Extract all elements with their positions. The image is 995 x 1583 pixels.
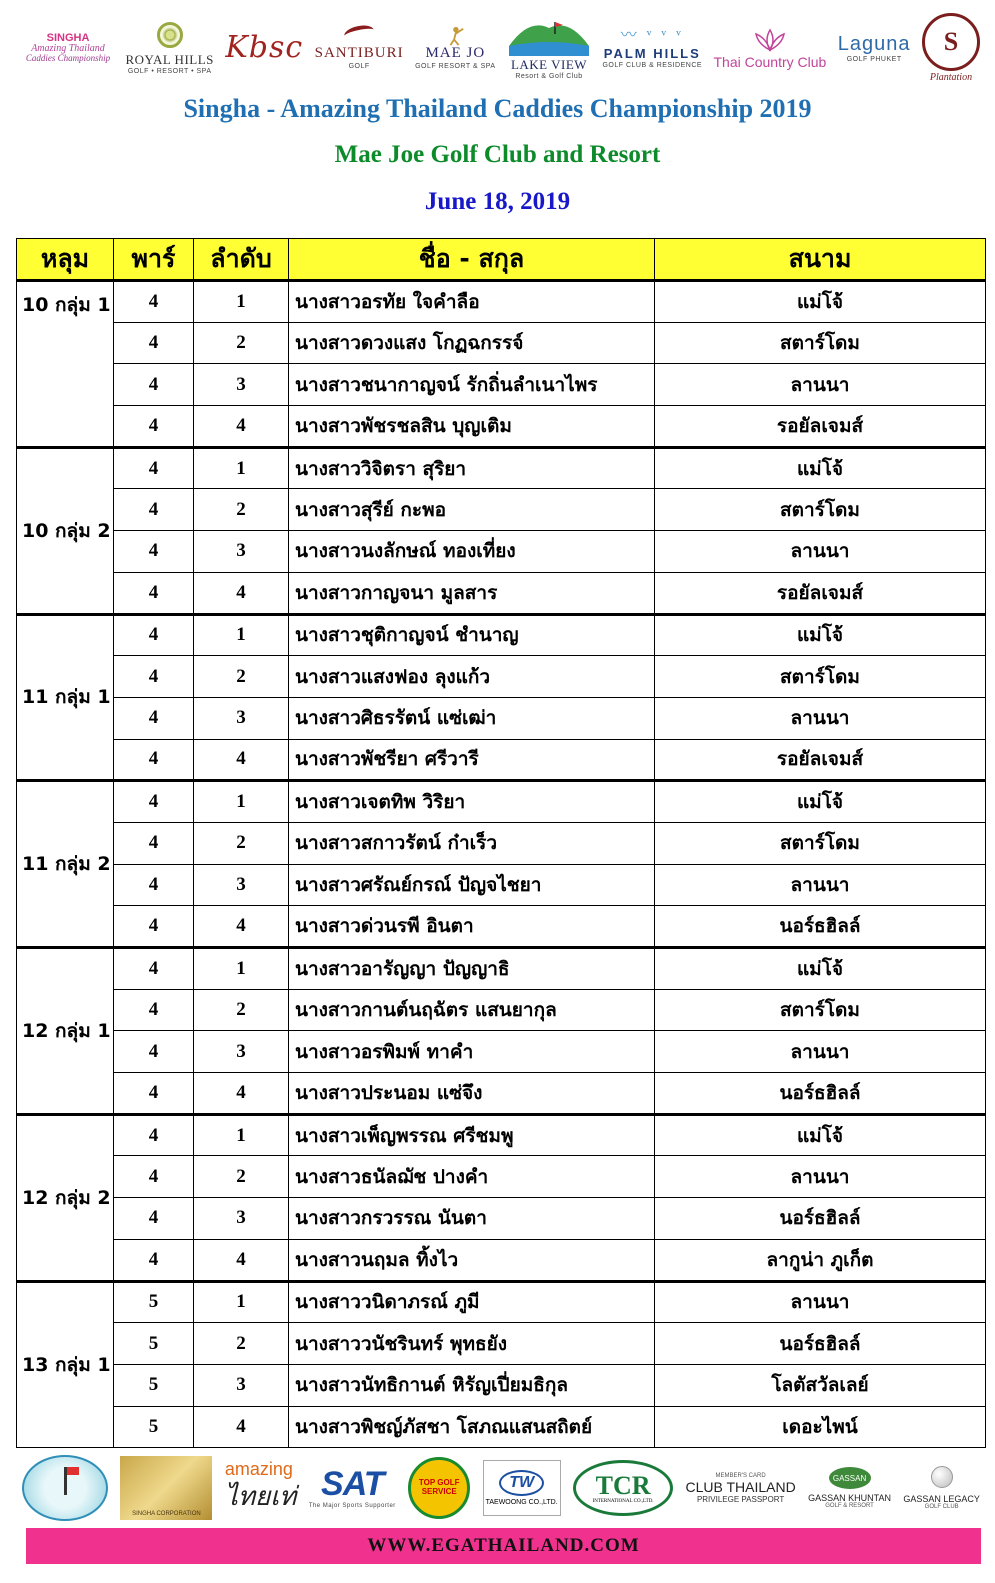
- course-cell: แม่โจ้: [655, 1114, 986, 1156]
- table-row: [17, 1198, 986, 1240]
- header-hole: หลุม: [17, 239, 114, 281]
- header-name: ชื่อ - สกุล: [289, 239, 655, 281]
- order-cell: 4: [194, 1239, 289, 1281]
- mae-jo-name: MAE JO: [425, 45, 486, 61]
- table-row: [17, 948, 986, 990]
- course-cell: รอยัลเจมส์: [655, 572, 986, 614]
- order-cell: 4: [194, 572, 289, 614]
- course-cell: นอร์ธฮิลล์: [655, 1073, 986, 1115]
- order-cell: 2: [194, 1156, 289, 1198]
- order-cell: 1: [194, 1114, 289, 1156]
- course-cell: เดอะไพน์: [655, 1406, 986, 1448]
- siam-seal-icon: [922, 13, 980, 71]
- club-thailand-card-text: MEMBER'S CARD: [715, 1472, 766, 1479]
- event-date: June 18, 2019: [424, 188, 571, 215]
- hole-group-cell: 12 กลุ่ม 2: [17, 1114, 114, 1281]
- singha-championship-logo: [22, 13, 114, 83]
- table-row: [17, 1406, 986, 1448]
- order-cell: 3: [194, 864, 289, 906]
- player-name-cell: นางสาวเพ็ญพรรณ ศรีชมพู: [289, 1114, 655, 1156]
- player-name-cell: นางสาวนงลักษณ์ ทองเที่ยง: [289, 531, 655, 573]
- order-cell: 3: [194, 1364, 289, 1406]
- laguna-logo: [838, 34, 911, 63]
- par-cell: 5: [114, 1406, 194, 1448]
- amazing-thai-text: ไทยเท่: [224, 1482, 297, 1512]
- santiburi-sub: GOLF: [348, 63, 370, 70]
- table-row: [17, 697, 986, 739]
- gassan-khuntan-name: GASSAN KHUNTAN: [808, 1493, 891, 1503]
- table-row: [17, 572, 986, 614]
- course-cell: ลานนา: [655, 1281, 986, 1323]
- course-cell: รอยัลเจมส์: [655, 739, 986, 781]
- course-cell: ลานนา: [655, 1156, 986, 1198]
- par-cell: 4: [114, 656, 194, 698]
- par-cell: 4: [114, 489, 194, 531]
- hole-group-cell: 13 กลุ่ม 1: [17, 1281, 114, 1448]
- course-cell: สตาร์โดม: [655, 322, 986, 364]
- thai-country-club-logo: [714, 28, 827, 69]
- par-cell: 5: [114, 1323, 194, 1365]
- par-cell: 4: [114, 697, 194, 739]
- palm-hills-logo: [602, 28, 702, 69]
- taewoong-mark: TW: [499, 1470, 544, 1496]
- par-cell: 4: [114, 406, 194, 448]
- table-body: [17, 281, 986, 1448]
- course-cell: นอร์ธฮิลล์: [655, 906, 986, 948]
- royal-hills-name: ROYAL HILLS: [125, 51, 214, 67]
- order-cell: 1: [194, 447, 289, 489]
- table-row: [17, 489, 986, 531]
- par-cell: 4: [114, 364, 194, 406]
- top-golf-service-logo: [408, 1457, 470, 1519]
- hole-group-cell: 11 กลุ่ม 1: [17, 614, 114, 781]
- player-name-cell: นางสาวอารัญญา ปัญญาธิ: [289, 948, 655, 990]
- par-cell: 5: [114, 1364, 194, 1406]
- singha-logo-tagline: Caddies Championship: [25, 53, 111, 63]
- siam-plantation-name: Plantation: [929, 72, 973, 83]
- club-thailand-sub: PRIVILEGE PASSPORT: [696, 1494, 785, 1504]
- siam-country-club-logo: [922, 13, 980, 83]
- course-cell: ลากูน่า ภูเก็ต: [655, 1239, 986, 1281]
- course-cell: นอร์ธฮิลล์: [655, 1198, 986, 1240]
- player-name-cell: นางสาวชนากาญจน์ รักถิ่นลำเนาไพร: [289, 364, 655, 406]
- footer-url-bar: [26, 1528, 981, 1564]
- mountain-lake-icon: [509, 16, 589, 56]
- course-cell: ลานนา: [655, 531, 986, 573]
- table-row: [17, 1073, 986, 1115]
- amazing-thailand-logo: [225, 1459, 296, 1517]
- page-title: Singha - Amazing Thailand Caddies Championship 2019: [183, 94, 812, 123]
- par-cell: 4: [114, 572, 194, 614]
- order-cell: 3: [194, 697, 289, 739]
- order-cell: 3: [194, 531, 289, 573]
- player-name-cell: นางสาวศรัณย์กรณ์ ปัญจไชยา: [289, 864, 655, 906]
- taewoong-logo: [483, 1460, 561, 1516]
- par-cell: 4: [114, 1114, 194, 1156]
- top-golf-service-text: SERVICE: [421, 1487, 457, 1496]
- laguna-name: Laguna: [837, 32, 911, 55]
- table-row: [17, 1323, 986, 1365]
- order-cell: 2: [194, 656, 289, 698]
- player-name-cell: นางสาวกานต์นฤฉัตร แสนยากุล: [289, 989, 655, 1031]
- par-cell: 4: [114, 1073, 194, 1115]
- course-cell: ลานนา: [655, 864, 986, 906]
- kbsc-name: Kbsc: [225, 30, 304, 65]
- order-cell: 3: [194, 1198, 289, 1240]
- hole-group-cell: 12 กลุ่ม 1: [17, 948, 114, 1115]
- player-name-cell: นางสาวประนอม แซ่จึง: [289, 1073, 655, 1115]
- order-cell: 2: [194, 489, 289, 531]
- player-name-cell: นางสาวพัชรียา ศรีวารี: [289, 739, 655, 781]
- gassan-badge-text: GASSAN: [832, 1473, 867, 1483]
- player-name-cell: นางสาวกรวรรณ นันตา: [289, 1198, 655, 1240]
- club-thailand-logo: [685, 1473, 795, 1504]
- table-row: [17, 364, 986, 406]
- course-cell: รอยัลเจมส์: [655, 406, 986, 448]
- footer-sponsor-logos: [22, 1453, 980, 1523]
- player-name-cell: นางสาวอรพิมพ์ ทาคำ: [289, 1031, 655, 1073]
- par-cell: 4: [114, 822, 194, 864]
- lake-view-sub: Resort & Golf Club: [515, 73, 583, 80]
- amazing-text: amazing: [224, 1459, 293, 1479]
- par-cell: 4: [114, 1031, 194, 1073]
- order-cell: 3: [194, 1031, 289, 1073]
- club-thailand-name: CLUB THAILAND: [685, 1478, 796, 1495]
- par-cell: 4: [114, 906, 194, 948]
- player-name-cell: นางสาวเจตทิพ วิริยา: [289, 781, 655, 823]
- player-name-cell: นางสาววิจิตรา สุริยา: [289, 447, 655, 489]
- table-row: [17, 1364, 986, 1406]
- order-cell: 4: [194, 906, 289, 948]
- course-cell: โลตัสวัลเลย์: [655, 1364, 986, 1406]
- course-cell: แม่โจ้: [655, 281, 986, 323]
- lake-view-logo: [507, 16, 591, 80]
- course-cell: สตาร์โดม: [655, 656, 986, 698]
- par-cell: 4: [114, 281, 194, 323]
- player-name-cell: นางสาวดวงแสง โกฏฉกรรจ์: [289, 322, 655, 364]
- table-row: [17, 1156, 986, 1198]
- gassan-badge-icon: [829, 1467, 871, 1489]
- top-golf-text: TOP GOLF: [418, 1478, 460, 1488]
- order-cell: 3: [194, 364, 289, 406]
- header-sponsor-logos: [22, 6, 980, 90]
- par-cell: 4: [114, 447, 194, 489]
- kbsc-logo: [225, 30, 304, 65]
- sat-logo: [309, 1467, 396, 1509]
- order-cell: 4: [194, 739, 289, 781]
- footer-url[interactable]: WWW.EGATHAILAND.COM: [367, 1535, 640, 1556]
- lake-view-name: LAKE VIEW: [510, 57, 588, 72]
- par-cell: 4: [114, 1239, 194, 1281]
- course-cell: ลานนา: [655, 364, 986, 406]
- order-cell: 1: [194, 948, 289, 990]
- course-cell: สตาร์โดม: [655, 989, 986, 1031]
- table-row: [17, 739, 986, 781]
- order-cell: 2: [194, 822, 289, 864]
- table-row: [17, 281, 986, 323]
- course-cell: ลานนา: [655, 1031, 986, 1073]
- lotus-icon: [750, 28, 790, 52]
- par-cell: 4: [114, 614, 194, 656]
- table-row: [17, 656, 986, 698]
- table-row: [17, 1239, 986, 1281]
- mae-jo-logo: [415, 26, 495, 70]
- course-cell: ลานนา: [655, 697, 986, 739]
- sat-tagline: The Major Sports Supporter: [308, 1503, 396, 1509]
- santiburi-name: SANTIBURI: [314, 45, 404, 61]
- order-cell: 1: [194, 281, 289, 323]
- par-cell: 4: [114, 322, 194, 364]
- santiburi-logo: [315, 26, 404, 70]
- royal-hills-logo: [125, 22, 213, 75]
- course-cell: แม่โจ้: [655, 781, 986, 823]
- thai-country-club-name: Thai Country Club: [713, 53, 827, 70]
- course-cell: นอร์ธฮิลล์: [655, 1323, 986, 1365]
- table-row: [17, 989, 986, 1031]
- course-cell: สตาร์โดม: [655, 822, 986, 864]
- table-row: [17, 864, 986, 906]
- table-row: [17, 406, 986, 448]
- player-name-cell: นางสาวพัชรชลสิน บุญเติม: [289, 406, 655, 448]
- table-row: [17, 447, 986, 489]
- par-cell: 4: [114, 864, 194, 906]
- player-name-cell: นางสาวนฤมล ทิ้งไว: [289, 1239, 655, 1281]
- royal-hills-emblem-icon: [157, 22, 183, 48]
- tcr-sub: INTERNATIONAL CO.,LTD.: [592, 1498, 654, 1504]
- player-name-cell: นางสาววนิดาภรณ์ ภูมี: [289, 1281, 655, 1323]
- gassan-legacy-sub: GOLF CLUB: [924, 1504, 959, 1510]
- header-course: สนาม: [655, 239, 986, 281]
- order-cell: 2: [194, 989, 289, 1031]
- siam-seal-letter: S: [943, 27, 959, 56]
- hole-group-cell: 10 กลุ่ม 1: [17, 281, 114, 448]
- tee-time-table: [16, 238, 986, 1448]
- order-cell: 4: [194, 1073, 289, 1115]
- player-name-cell: นางสาวด่วนรพี อินตา: [289, 906, 655, 948]
- palm-hills-name: PALM HILLS: [603, 45, 701, 61]
- table-row: [17, 822, 986, 864]
- player-name-cell: นางสาวสกาวรัตน์ ก๋าเร็ว: [289, 822, 655, 864]
- order-cell: 1: [194, 614, 289, 656]
- player-name-cell: นางสาวอรทัย ใจคำลือ: [289, 281, 655, 323]
- table-header-row: [17, 239, 986, 281]
- taewoong-name: TAEWOONG CO.,LTD.: [485, 1499, 558, 1506]
- singha-corporation-name: SINGHA CORPORATION: [132, 1511, 201, 1517]
- header-par: พาร์: [114, 239, 194, 281]
- royal-hills-sub: GOLF • RESORT • SPA: [127, 67, 212, 75]
- singha-logo-text: SINGHA: [46, 32, 90, 44]
- course-cell: แม่โจ้: [655, 447, 986, 489]
- order-cell: 2: [194, 322, 289, 364]
- order-cell: 1: [194, 781, 289, 823]
- order-cell: 4: [194, 1406, 289, 1448]
- mae-jo-sub: GOLF RESORT & SPA: [415, 63, 496, 70]
- table-row: [17, 322, 986, 364]
- sat-name: SAT: [321, 1465, 384, 1503]
- flying-birds-icon: 〰 ᵛ ᵛ ᵛ: [620, 26, 684, 44]
- par-cell: 4: [114, 1198, 194, 1240]
- gassan-khuntan-logo: [808, 1467, 891, 1509]
- table-row: [17, 614, 986, 656]
- player-name-cell: นางสาวแสงฟอง ลุงแก้ว: [289, 656, 655, 698]
- golfer-icon: [440, 26, 470, 46]
- hole-group-cell: 10 กลุ่ม 2: [17, 447, 114, 614]
- par-cell: 5: [114, 1281, 194, 1323]
- par-cell: 4: [114, 739, 194, 781]
- gassan-legacy-logo: [903, 1466, 980, 1510]
- player-name-cell: นางสาวนัทธิกานต์ หิรัญเปี่ยมธิกุล: [289, 1364, 655, 1406]
- venue-title: Mae Joe Golf Club and Resort: [334, 141, 661, 168]
- ega-association-logo: [22, 1455, 108, 1521]
- order-cell: 2: [194, 1323, 289, 1365]
- course-cell: แม่โจ้: [655, 614, 986, 656]
- player-name-cell: นางสาวศิธรรัตน์ แซ่เฒ่า: [289, 697, 655, 739]
- order-cell: 1: [194, 1281, 289, 1323]
- player-name-cell: นางสาวพิชญ์ภัสชา โสภณแสนสถิตย์: [289, 1406, 655, 1448]
- course-cell: แม่โจ้: [655, 948, 986, 990]
- par-cell: 4: [114, 989, 194, 1031]
- table-row: [17, 1031, 986, 1073]
- golf-ball-icon: [931, 1466, 953, 1488]
- player-name-cell: นางสาวกาญจนา มูลสาร: [289, 572, 655, 614]
- singha-corporation-logo: [120, 1456, 212, 1520]
- table-row: [17, 781, 986, 823]
- tcr-name: TCR: [595, 1470, 651, 1500]
- golf-flag-icon: [64, 1467, 67, 1495]
- table-row: [17, 531, 986, 573]
- laguna-sub: GOLF PHUKET: [846, 55, 902, 63]
- par-cell: 4: [114, 1156, 194, 1198]
- tcr-logo: [573, 1460, 673, 1516]
- table-row: [17, 1114, 986, 1156]
- order-cell: 4: [194, 406, 289, 448]
- palm-hills-sub: GOLF CLUB & RESIDENCE: [602, 61, 703, 69]
- player-name-cell: นางสาวสุรีย์ กะพอ: [289, 489, 655, 531]
- par-cell: 4: [114, 531, 194, 573]
- table-row: [17, 1281, 986, 1323]
- player-name-cell: นางสาววนัชรินทร์ พุทธยัง: [289, 1323, 655, 1365]
- gassan-khuntan-sub: GOLF & RESORT: [825, 1503, 874, 1509]
- par-cell: 4: [114, 781, 194, 823]
- course-cell: สตาร์โดม: [655, 489, 986, 531]
- gassan-legacy-name: GASSAN LEGACY: [903, 1494, 980, 1504]
- player-name-cell: นางสาวธนัลฌัช ปางคำ: [289, 1156, 655, 1198]
- header-order: ลำดับ: [194, 239, 289, 281]
- hole-group-cell: 11 กลุ่ม 2: [17, 781, 114, 948]
- santiburi-swoosh-icon: [343, 23, 375, 43]
- player-name-cell: นางสาวชุติกาญจน์ ชำนาญ: [289, 614, 655, 656]
- table-row: [17, 906, 986, 948]
- par-cell: 4: [114, 948, 194, 990]
- singha-logo-subtext: Amazing Thailand: [31, 43, 105, 54]
